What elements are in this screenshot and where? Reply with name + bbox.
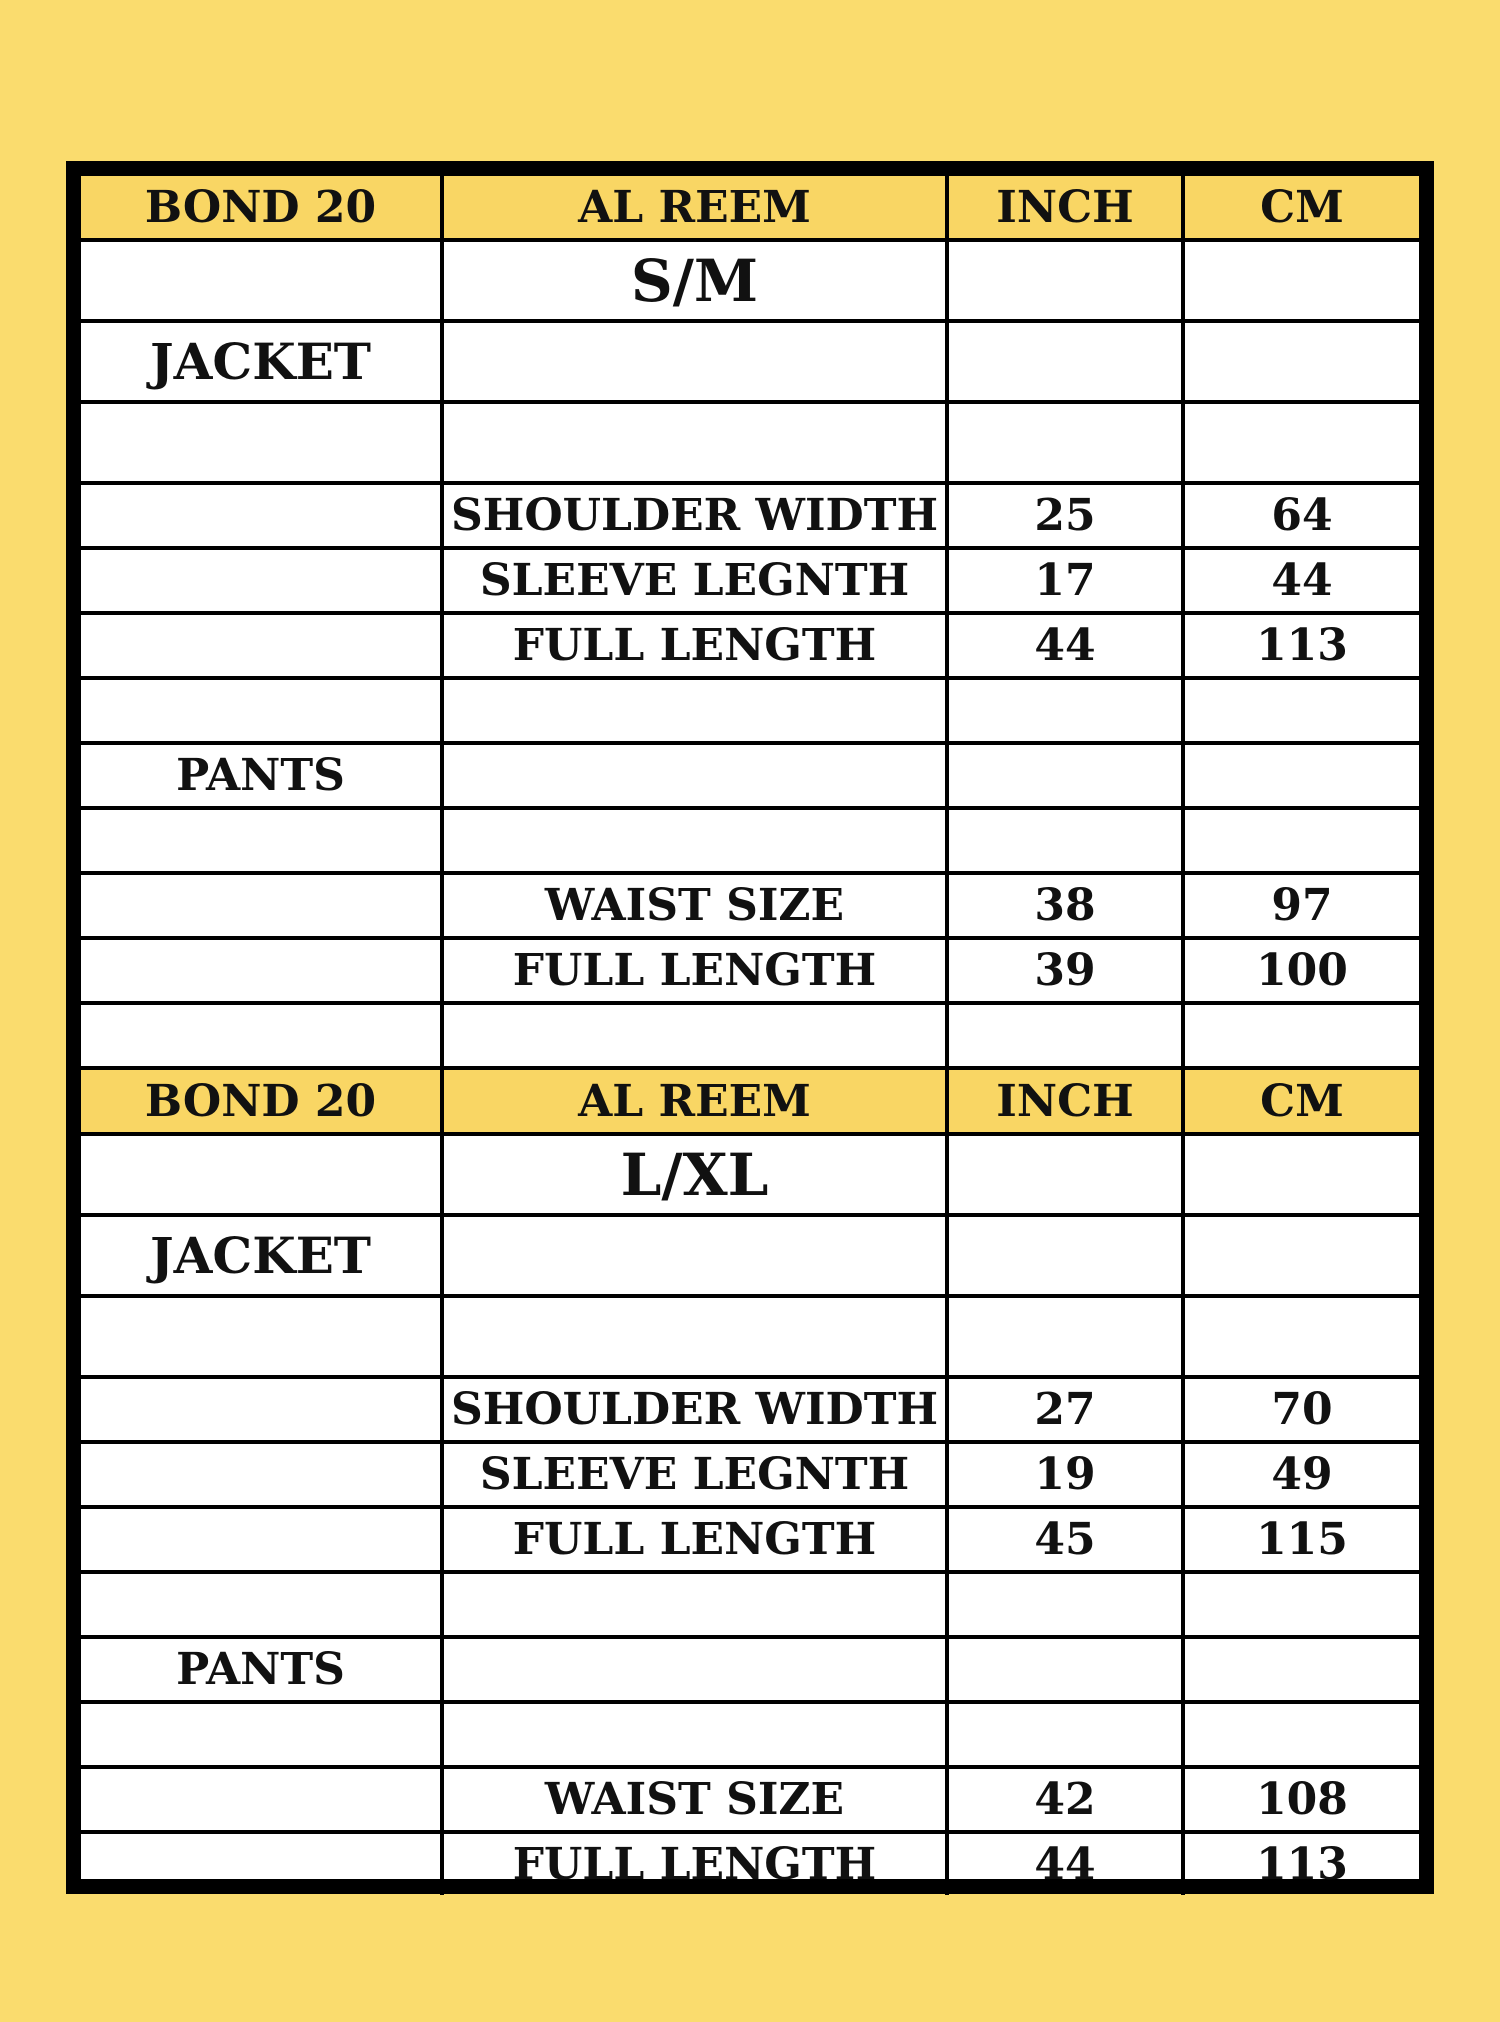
measurement-row (81, 1442, 1419, 1507)
empty-cell (1183, 1702, 1419, 1767)
empty-cell (81, 613, 442, 678)
empty-cell (81, 1702, 442, 1767)
inch-value: 39 (947, 938, 1183, 1003)
spacer-row (81, 678, 1419, 743)
empty-cell (947, 678, 1183, 743)
empty-cell (81, 1572, 442, 1637)
empty-cell (442, 1296, 947, 1377)
pants-label: PANTS (81, 1637, 442, 1702)
empty-cell (947, 743, 1183, 808)
empty-cell (81, 678, 442, 743)
empty-cell (1183, 808, 1419, 873)
empty-cell (442, 402, 947, 483)
spacer-row (81, 1003, 1419, 1068)
measurement-name: WAIST SIZE (442, 873, 947, 938)
empty-cell (947, 1003, 1183, 1068)
cm-value: 100 (1183, 938, 1419, 1003)
brand-header: BOND 20 (81, 1068, 442, 1134)
empty-cell (442, 1215, 947, 1296)
empty-cell (81, 1507, 442, 1572)
empty-cell (442, 1572, 947, 1637)
cm-value: 108 (1183, 1767, 1419, 1832)
empty-cell (1183, 402, 1419, 483)
empty-cell (442, 678, 947, 743)
spacer-row (81, 402, 1419, 483)
inch-value: 25 (947, 483, 1183, 548)
cm-value: 49 (1183, 1442, 1419, 1507)
measurement-name: FULL LENGTH (442, 1832, 947, 1895)
pants-label: PANTS (81, 743, 442, 808)
empty-cell (81, 1134, 442, 1215)
empty-cell (81, 402, 442, 483)
empty-cell (1183, 743, 1419, 808)
inch-value: 38 (947, 873, 1183, 938)
empty-cell (442, 1003, 947, 1068)
empty-cell (81, 1832, 442, 1895)
empty-cell (1183, 321, 1419, 402)
jacket-category-row (81, 321, 1419, 402)
cm-value: 70 (1183, 1377, 1419, 1442)
empty-cell (947, 1637, 1183, 1702)
pants-category-row (81, 1637, 1419, 1702)
empty-cell (947, 1572, 1183, 1637)
empty-cell (947, 240, 1183, 321)
inch-value: 45 (947, 1507, 1183, 1572)
empty-cell (81, 240, 442, 321)
measurement-row (81, 1767, 1419, 1832)
measurement-row (81, 873, 1419, 938)
empty-cell (81, 1442, 442, 1507)
cm-header: CM (1183, 176, 1419, 240)
jacket-category-row (81, 1215, 1419, 1296)
empty-cell (81, 1003, 442, 1068)
measurement-row (81, 1377, 1419, 1442)
inch-value: 44 (947, 613, 1183, 678)
empty-cell (1183, 240, 1419, 321)
empty-cell (1183, 1134, 1419, 1215)
spacer-row (81, 1572, 1419, 1637)
brand-header: BOND 20 (81, 176, 442, 240)
empty-cell (947, 1134, 1183, 1215)
empty-cell (1183, 1637, 1419, 1702)
measurement-row (81, 938, 1419, 1003)
measurement-name: SHOULDER WIDTH (442, 1377, 947, 1442)
header-row (81, 176, 1419, 240)
measurement-row (81, 613, 1419, 678)
empty-cell (1183, 1572, 1419, 1637)
empty-cell (442, 1702, 947, 1767)
measurement-name: SLEEVE LEGNTH (442, 1442, 947, 1507)
empty-cell (81, 1296, 442, 1377)
pants-category-row (81, 743, 1419, 808)
empty-cell (1183, 1215, 1419, 1296)
empty-cell (81, 548, 442, 613)
empty-cell (81, 808, 442, 873)
cm-header: CM (1183, 1068, 1419, 1134)
cm-value: 113 (1183, 613, 1419, 678)
cm-value: 44 (1183, 548, 1419, 613)
header-row (81, 1068, 1419, 1134)
empty-cell (947, 321, 1183, 402)
empty-cell (81, 873, 442, 938)
size-row (81, 1134, 1419, 1215)
inch-value: 27 (947, 1377, 1183, 1442)
empty-cell (81, 483, 442, 548)
model-header: AL REEM (442, 1068, 947, 1134)
spacer-row (81, 808, 1419, 873)
empty-cell (1183, 678, 1419, 743)
empty-cell (442, 743, 947, 808)
empty-cell (1183, 1003, 1419, 1068)
empty-cell (442, 808, 947, 873)
size-chart-frame (66, 161, 1434, 1894)
empty-cell (442, 321, 947, 402)
jacket-label: JACKET (81, 1215, 442, 1296)
empty-cell (947, 808, 1183, 873)
cm-value: 97 (1183, 873, 1419, 938)
empty-cell (81, 938, 442, 1003)
cm-value: 113 (1183, 1832, 1419, 1895)
empty-cell (442, 1637, 947, 1702)
inch-value: 19 (947, 1442, 1183, 1507)
cm-value: 64 (1183, 483, 1419, 548)
empty-cell (947, 1296, 1183, 1377)
size-label: S/M (442, 240, 947, 321)
empty-cell (947, 402, 1183, 483)
size-row (81, 240, 1419, 321)
spacer-row (81, 1702, 1419, 1767)
empty-cell (947, 1215, 1183, 1296)
inch-header: INCH (947, 176, 1183, 240)
empty-cell (1183, 1296, 1419, 1377)
empty-cell (947, 1702, 1183, 1767)
measurement-name: SLEEVE LEGNTH (442, 548, 947, 613)
measurement-row (81, 548, 1419, 613)
measurement-name: FULL LENGTH (442, 613, 947, 678)
cm-value: 115 (1183, 1507, 1419, 1572)
inch-value: 17 (947, 548, 1183, 613)
measurement-name: SHOULDER WIDTH (442, 483, 947, 548)
measurement-row (81, 483, 1419, 548)
measurement-row (81, 1832, 1419, 1895)
size-label: L/XL (442, 1134, 947, 1215)
empty-cell (81, 1377, 442, 1442)
spacer-row (81, 1296, 1419, 1377)
measurement-name: FULL LENGTH (442, 938, 947, 1003)
measurement-name: FULL LENGTH (442, 1507, 947, 1572)
jacket-label: JACKET (81, 321, 442, 402)
inch-value: 44 (947, 1832, 1183, 1895)
empty-cell (81, 1767, 442, 1832)
measurement-row (81, 1507, 1419, 1572)
model-header: AL REEM (442, 176, 947, 240)
measurement-name: WAIST SIZE (442, 1767, 947, 1832)
inch-header: INCH (947, 1068, 1183, 1134)
inch-value: 42 (947, 1767, 1183, 1832)
size-chart-table (81, 176, 1419, 1895)
